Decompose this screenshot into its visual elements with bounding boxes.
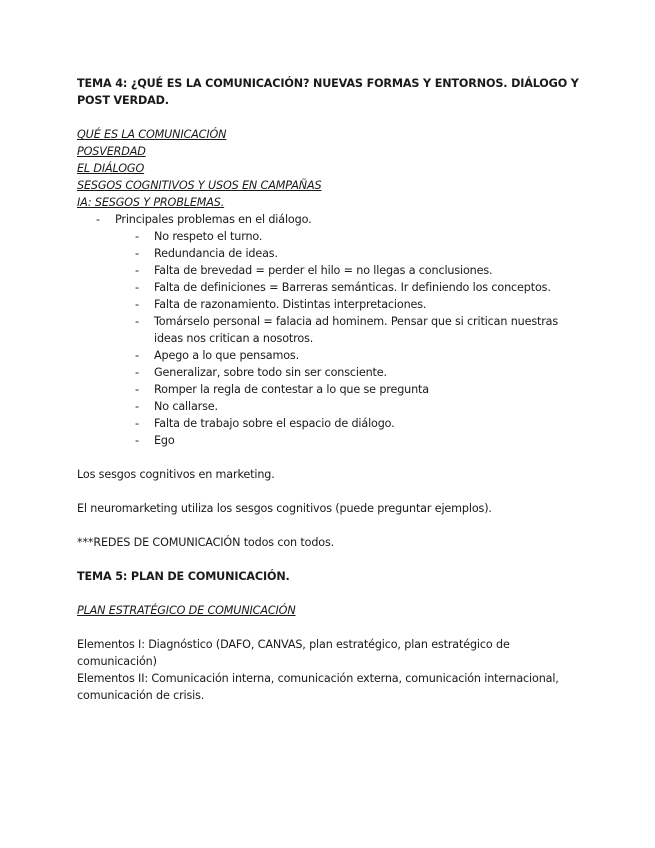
list-item-text: Generalizar, sobre todo sin ser consciente. [154,366,387,379]
paragraph-marketing: Los sesgos cognitivos en marketing. [77,468,275,481]
list-item-text: Falta de trabajo sobre el espacio de diálogo. [154,417,395,430]
problems-list [77,228,582,449]
tema4-title: TEMA 4: ¿QUÉ ES LA COMUNICACIÓN? NUEVAS FORMAS Y ENTORNOS. DIÁLOGO Y POST VERDAD. [77,77,579,107]
paragraph-redes: ***REDES DE COMUNICACIÓN todos con todos. [77,536,335,549]
bullet-dash: - [135,315,139,328]
topic-link-dialogo[interactable]: EL DIÁLOGO [77,162,145,175]
main-bullet-text: Principales problemas en el diálogo. [115,213,312,226]
topic-link-posverdad[interactable]: POSVERDAD [77,145,146,158]
list-item-text: Falta de razonamiento. Distintas interpretaciones. [154,298,427,311]
paragraph-elementos-2: Elementos II: Comunicación interna, comunicación externa, comunicación internacional, comunicación de crisis. [77,672,559,702]
paragraph-elementos-1: Elementos I: Diagnóstico (DAFO, CANVAS, plan estratégico, plan estratégico de comunicación) [77,638,510,668]
bullet-dash: - [135,434,139,447]
tema5-title: TEMA 5: PLAN DE COMUNICACIÓN. [77,570,290,583]
list-item [77,415,582,432]
list-item [77,296,582,313]
bullet-dash: - [135,281,139,294]
list-item [77,347,582,364]
tema4-topic-links [77,126,582,211]
list-item-text: Apego a lo que pensamos. [154,349,299,362]
topic-link-plan-estrategico[interactable]: PLAN ESTRATÉGICO DE COMUNICACIÓN [77,604,296,617]
document-page [77,75,582,704]
list-item [77,313,582,347]
list-item [77,381,582,398]
list-item-text: Falta de definiciones = Barreras semánticas. Ir definiendo los conceptos. [154,281,551,294]
topic-link-sesgos[interactable]: SESGOS COGNITIVOS Y USOS EN CAMPAÑAS [77,179,322,192]
list-item [77,432,582,449]
bullet-dash: - [135,400,139,413]
list-item [77,262,582,279]
bullet-dash: - [135,349,139,362]
list-item-text: No respeto el turno. [154,230,263,243]
bullet-dash: - [135,264,139,277]
list-item-text: Romper la regla de contestar a lo que se pregunta [154,383,429,396]
tema5-topic-links [77,602,582,619]
bullet-dash: - [135,366,139,379]
list-item [77,398,582,415]
main-bullet [77,211,582,228]
bullet-dash: - [135,230,139,243]
list-item [77,245,582,262]
list-item-text: Tomárselo personal = falacia ad hominem. Pensar que si critican nuestras ideas nos critican a nosotros. [154,315,559,345]
list-item-text: Ego [154,434,175,447]
list-item [77,364,582,381]
topic-link-que-es[interactable]: QUÉ ES LA COMUNICACIÓN [77,128,227,141]
bullet-dash: - [135,298,139,311]
topic-link-ia[interactable]: IA: SESGOS Y PROBLEMAS. [77,196,225,209]
bullet-dash: - [135,247,139,260]
list-item-text: Falta de brevedad = perder el hilo = no llegas a conclusiones. [154,264,493,277]
bullet-dash: - [96,213,100,226]
bullet-dash: - [135,383,139,396]
list-item-text: Redundancia de ideas. [154,247,278,260]
bullet-dash: - [135,417,139,430]
list-item-text: No callarse. [154,400,218,413]
paragraph-neuromarketing: El neuromarketing utiliza los sesgos cognitivos (puede preguntar ejemplos). [77,502,492,515]
list-item [77,228,582,245]
list-item [77,279,582,296]
